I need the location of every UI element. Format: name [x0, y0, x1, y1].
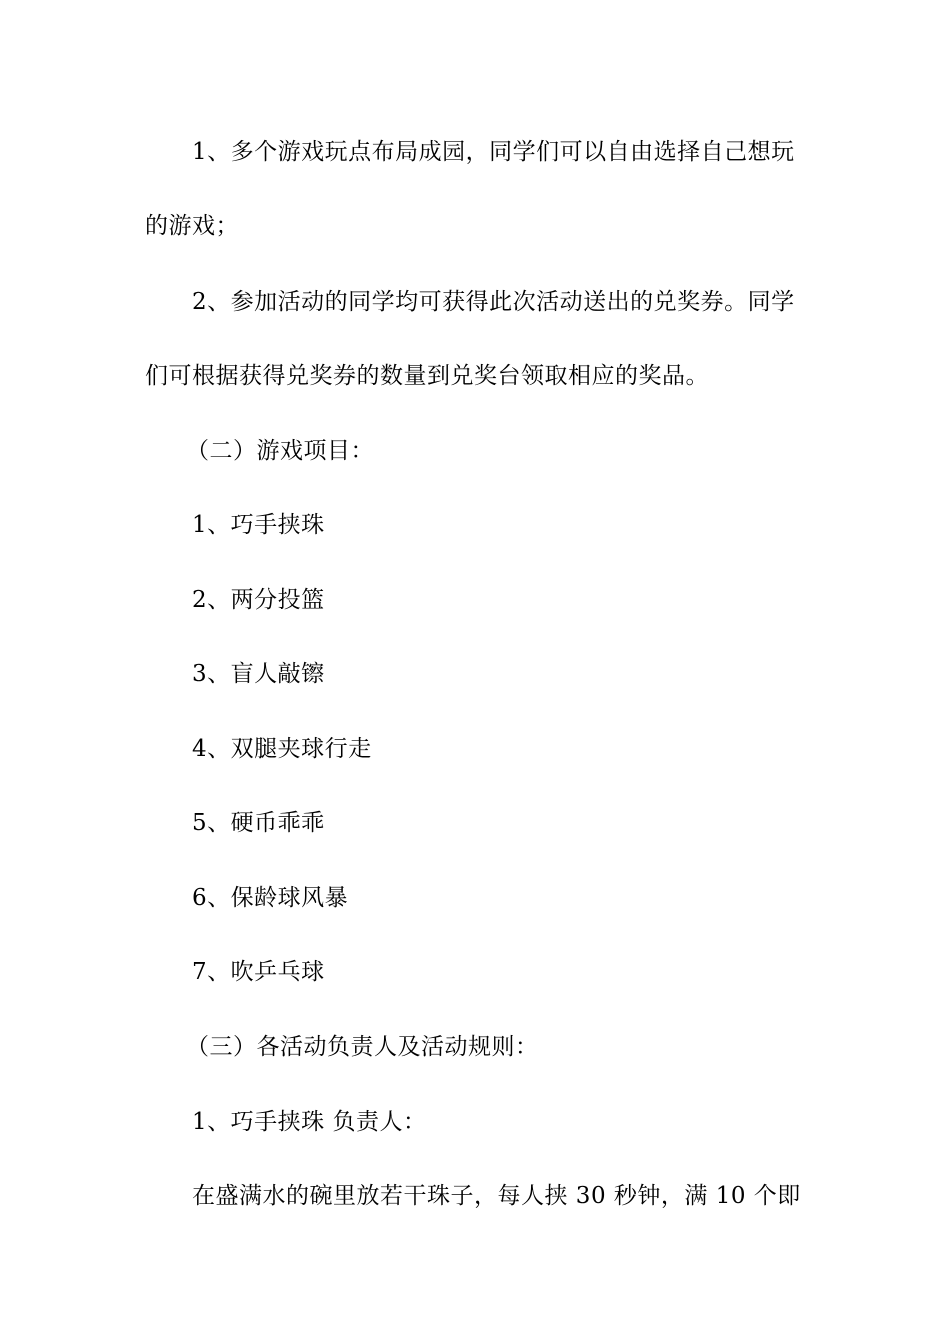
paragraph-line-2: 的游戏；	[145, 213, 239, 239]
paragraph-line-1: 1、多个游戏玩点布局成园，同学们可以自由选择自己想玩	[192, 139, 795, 165]
list-item-game-1: 1、巧手挟珠	[192, 512, 325, 538]
list-item-game-6: 6、保龄球风暴	[192, 885, 349, 911]
section-heading-games: （二）游戏项目：	[186, 438, 374, 464]
list-item-game-2: 2、两分投篮	[192, 587, 325, 613]
section-heading-rules: （三）各活动负责人及活动规则：	[186, 1034, 539, 1060]
paragraph-line-3: 2、参加活动的同学均可获得此次活动送出的兑奖券。同学	[192, 289, 795, 315]
rule-paragraph-line: 在盛满水的碗里放若干珠子，每人挟 30 秒钟，满 10 个即	[192, 1183, 801, 1209]
list-item-game-7: 7、吹乒乓球	[192, 959, 325, 985]
paragraph-line-4: 们可根据获得兑奖券的数量到兑奖台领取相应的奖品。	[145, 363, 709, 389]
list-item-game-4: 4、双腿夹球行走	[192, 736, 372, 762]
list-item-game-3: 3、盲人敲镲	[192, 661, 325, 687]
list-item-game-5: 5、硬币乖乖	[192, 810, 325, 836]
rule-heading-1: 1、巧手挟珠 负责人：	[192, 1109, 427, 1135]
